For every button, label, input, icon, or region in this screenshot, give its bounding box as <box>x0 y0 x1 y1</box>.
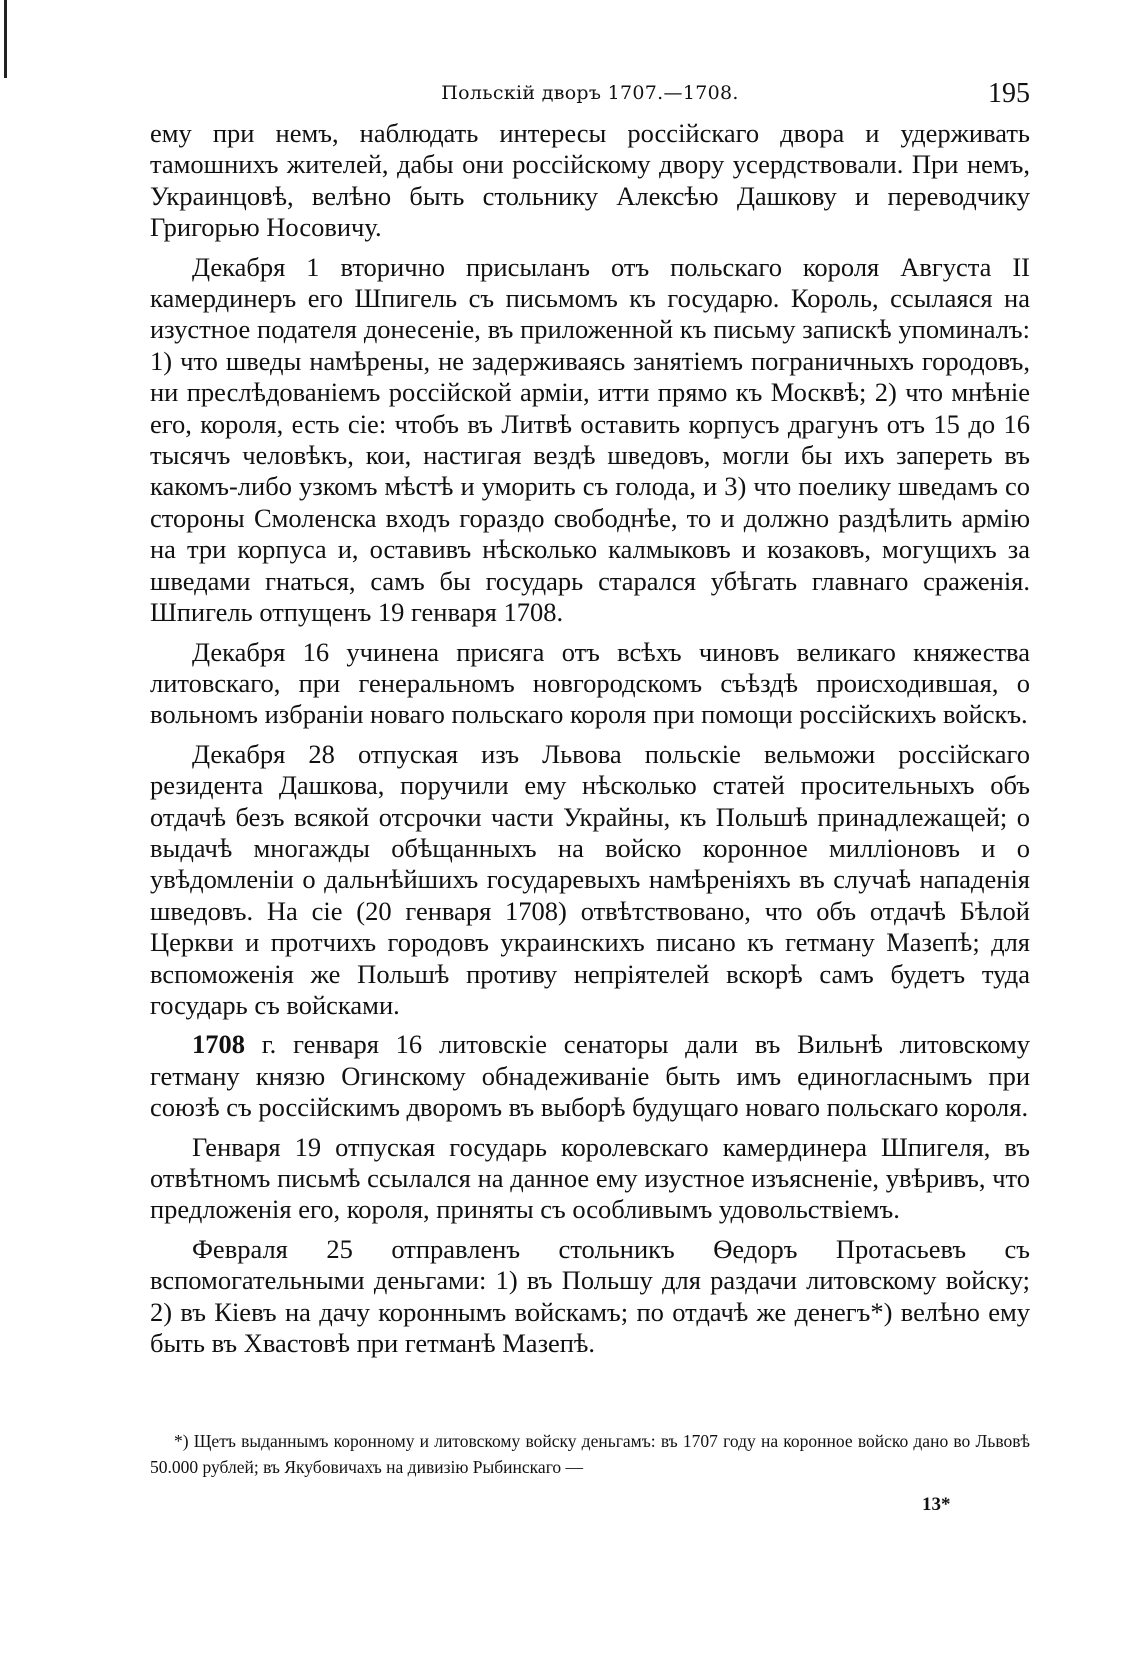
page-header <box>150 78 1030 114</box>
footnote <box>150 1428 1030 1480</box>
page-number: 195 <box>988 78 1030 109</box>
paragraph-december-16: Декабря 16 учинена присяга отъ всѣхъ чиновъ великаго княжества литовскаго, при генеральномъ новгородскомъ съѣздѣ происходившая, о вольномъ избраніи новаго польскаго короля при помощи россійскихъ войскъ. <box>150 636 1030 730</box>
paragraph-1708-text: г. генваря 16 литовскіе сенаторы дали въ Вильнѣ литовскому гетману князю Огинскому обнадеживаніе быть имъ единогласнымъ при союзѣ съ россійскимъ дворомъ въ выборѣ будущаго новаго польскаго короля. <box>150 1029 1030 1123</box>
paragraph-december-1: Декабря 1 вторично присыланъ отъ польскаго короля Августа II камердинеръ его Шпигель съ письмомъ къ государю. Король, ссылаяся на изустное подателя донесеніе, въ приложенной къ письму запискѣ упоминалъ: 1) что шведы намѣрены, не задерживаясь занятіемъ пограничныхъ городовъ, ни преслѣдованіемъ россійской арміи, итти прямо къ Москвѣ; 2) что мнѣніе его, короля, есть сіе: чтобъ въ Литвѣ оставить корпусъ драгунъ отъ 15 до 16 тысячъ человѣкъ, кои, настигая вездѣ шведовъ, могли бы ихъ запереть въ какомъ-либо узкомъ мѣстѣ и уморить съ голода, и 3) что поелику шведамъ со стороны Смоленска входъ гораздо свободнѣе, то и должно раздѣлить армію на три корпуса и, оставивъ нѣсколько калмыковъ и козаковъ, могущихъ за шведами гнаться, самъ бы государь старался убѣгать главнаго сраженія. Шпигель отпущенъ 19 генваря 1708. <box>150 251 1030 628</box>
paragraph-1708 <box>150 1029 1030 1123</box>
paragraph-february-25: Февраля 25 отправленъ стольникъ Ѳедоръ Протасьевъ съ вспомогательными деньгами: 1) въ Польшу для раздачи литовскому войску; 2) въ Кіевъ на дачу короннымъ войскамъ; по отдачѣ же денегъ*) велѣно ему быть въ Хвастовѣ при гетманѣ Мазепѣ. <box>150 1233 1030 1359</box>
footnote-text: *) Щетъ выданнымъ коронному и литовскому войску деньгамъ: въ 1707 году на коронное войско дано во Львовѣ 50.000 рублей; въ Якубовичахъ на дивизію Рыбинскаго — <box>150 1431 1030 1477</box>
scan-edge-mark <box>4 0 7 78</box>
body-text <box>150 118 1030 1367</box>
paragraph-december-28: Декабря 28 отпуская изъ Львова польскіе вельможи россійскаго резидента Дашкова, поручили ему нѣсколько статей просительныхъ объ отдачѣ безъ всякой отсрочки части Украйны, къ Польшѣ принадлежащей; о выдачѣ многажды обѣщанныхъ на войско коронное милліоновъ и о увѣдомленіи о дальнѣйшихъ государевыхъ намѣреніяхъ въ случаѣ нападенія шведовъ. На сіе (20 генваря 1708) отвѣтствовано, что объ отдачѣ Бѣлой Церкви и протчихъ городовъ украинскихъ писано къ гетману Мазепѣ; для вспоможенія же Польшѣ противу непріятелей вскорѣ самъ будетъ туда государь съ войсками. <box>150 738 1030 1020</box>
paragraph-january-19: Генваря 19 отпуская государь королевскаго камердинера Шпигеля, въ отвѣтномъ письмѣ ссылался на данное ему изустное изъясненіе, увѣривъ, что предложенія его, короля, приняты съ особливымъ удовольствіемъ. <box>150 1131 1030 1225</box>
paragraph-continuation: ему при немъ, наблюдать интересы россійскаго двора и удерживать тамошнихъ жителей, дабы они россійскому двору усердствовали. При немъ, Украинцовѣ, велѣно быть стольнику Алексѣю Дашкову и переводчику Григорью Носовичу. <box>150 118 1030 243</box>
signature-mark: 13* <box>922 1494 951 1515</box>
running-head: Польскій дворъ 1707.—1708. <box>441 82 739 104</box>
year-1708: 1708 <box>192 1029 245 1060</box>
